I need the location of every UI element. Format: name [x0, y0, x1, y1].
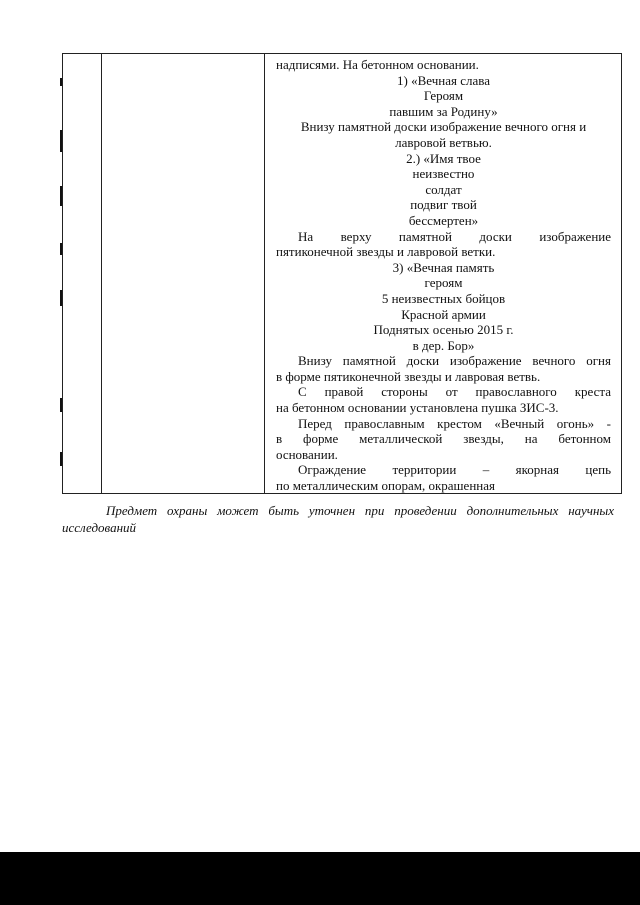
scan-bottom-edge — [0, 852, 640, 905]
scan-mark — [60, 78, 62, 86]
table-cell-description — [276, 57, 611, 494]
footnote-line-2: исследований — [62, 520, 137, 535]
footnote — [62, 502, 614, 536]
cell-text-line: в дер. Бор» — [412, 337, 475, 353]
footnote-line-1: Предмет охраны может быть уточнен при проведении дополнительных научных — [106, 503, 614, 518]
scan-mark — [60, 186, 62, 206]
cell-text-line: 1) «Вечная слава — [397, 72, 490, 88]
table-column-divider-1 — [101, 53, 102, 494]
scan-mark — [60, 130, 62, 152]
cell-text-line: 5 неизвестных бойцов — [381, 290, 506, 306]
cell-text-line: основании. — [276, 446, 338, 462]
cell-text-line: надписями. На бетонном основании. — [276, 57, 479, 72]
table-column-divider-2 — [264, 53, 265, 494]
table-left-border — [62, 53, 63, 494]
cell-text-line: Внизу памятной доски изображение вечного огня и — [300, 119, 587, 135]
cell-text-line: На верху памятной доски изображение — [298, 228, 611, 244]
cell-text-line: солдат — [425, 181, 462, 197]
scan-mark — [60, 243, 62, 255]
cell-text-line: павшим за Родину» — [389, 103, 498, 119]
cell-text-line: Перед православным крестом «Вечный огонь» - — [298, 415, 611, 431]
cell-text-line: Внизу памятной доски изображение вечного огня — [298, 353, 611, 369]
scan-mark — [60, 290, 62, 306]
cell-text-line: пятиконечной звезды и лавровой ветки. — [276, 244, 496, 260]
scan-mark — [60, 398, 62, 412]
cell-text-line: на бетонном основании установлена пушка ЗИС-3. — [276, 400, 559, 416]
cell-text-line: лавровой ветвью. — [395, 134, 492, 150]
scan-mark — [60, 452, 62, 466]
table-right-border — [621, 53, 622, 494]
cell-text-line: бессмертен» — [408, 212, 479, 228]
table-top-border — [62, 53, 622, 54]
cell-text-line: 2.) «Имя твое — [406, 150, 481, 166]
cell-text-line: 3) «Вечная память — [392, 259, 495, 275]
cell-text-line: Поднятых осенью 2015 г. — [373, 322, 514, 338]
cell-text-line: по металлическим опорам, окрашенная — [276, 478, 495, 494]
cell-text-line: Героям — [423, 88, 464, 104]
cell-text-line: в форме пятиконечной звезды и лавровая ветвь. — [276, 368, 541, 384]
cell-text-line: подвиг твой — [410, 197, 477, 213]
cell-text-line: неизвестно — [412, 166, 475, 182]
cell-text-line: С правой стороны от православного креста — [298, 384, 611, 400]
cell-text-line: героям — [424, 275, 463, 291]
cell-text-line: Красной армии — [401, 306, 486, 322]
cell-text-line: в форме металлической звезды, на бетонном — [276, 431, 611, 447]
cell-text-line: Ограждение территории – якорная цепь — [298, 462, 611, 478]
